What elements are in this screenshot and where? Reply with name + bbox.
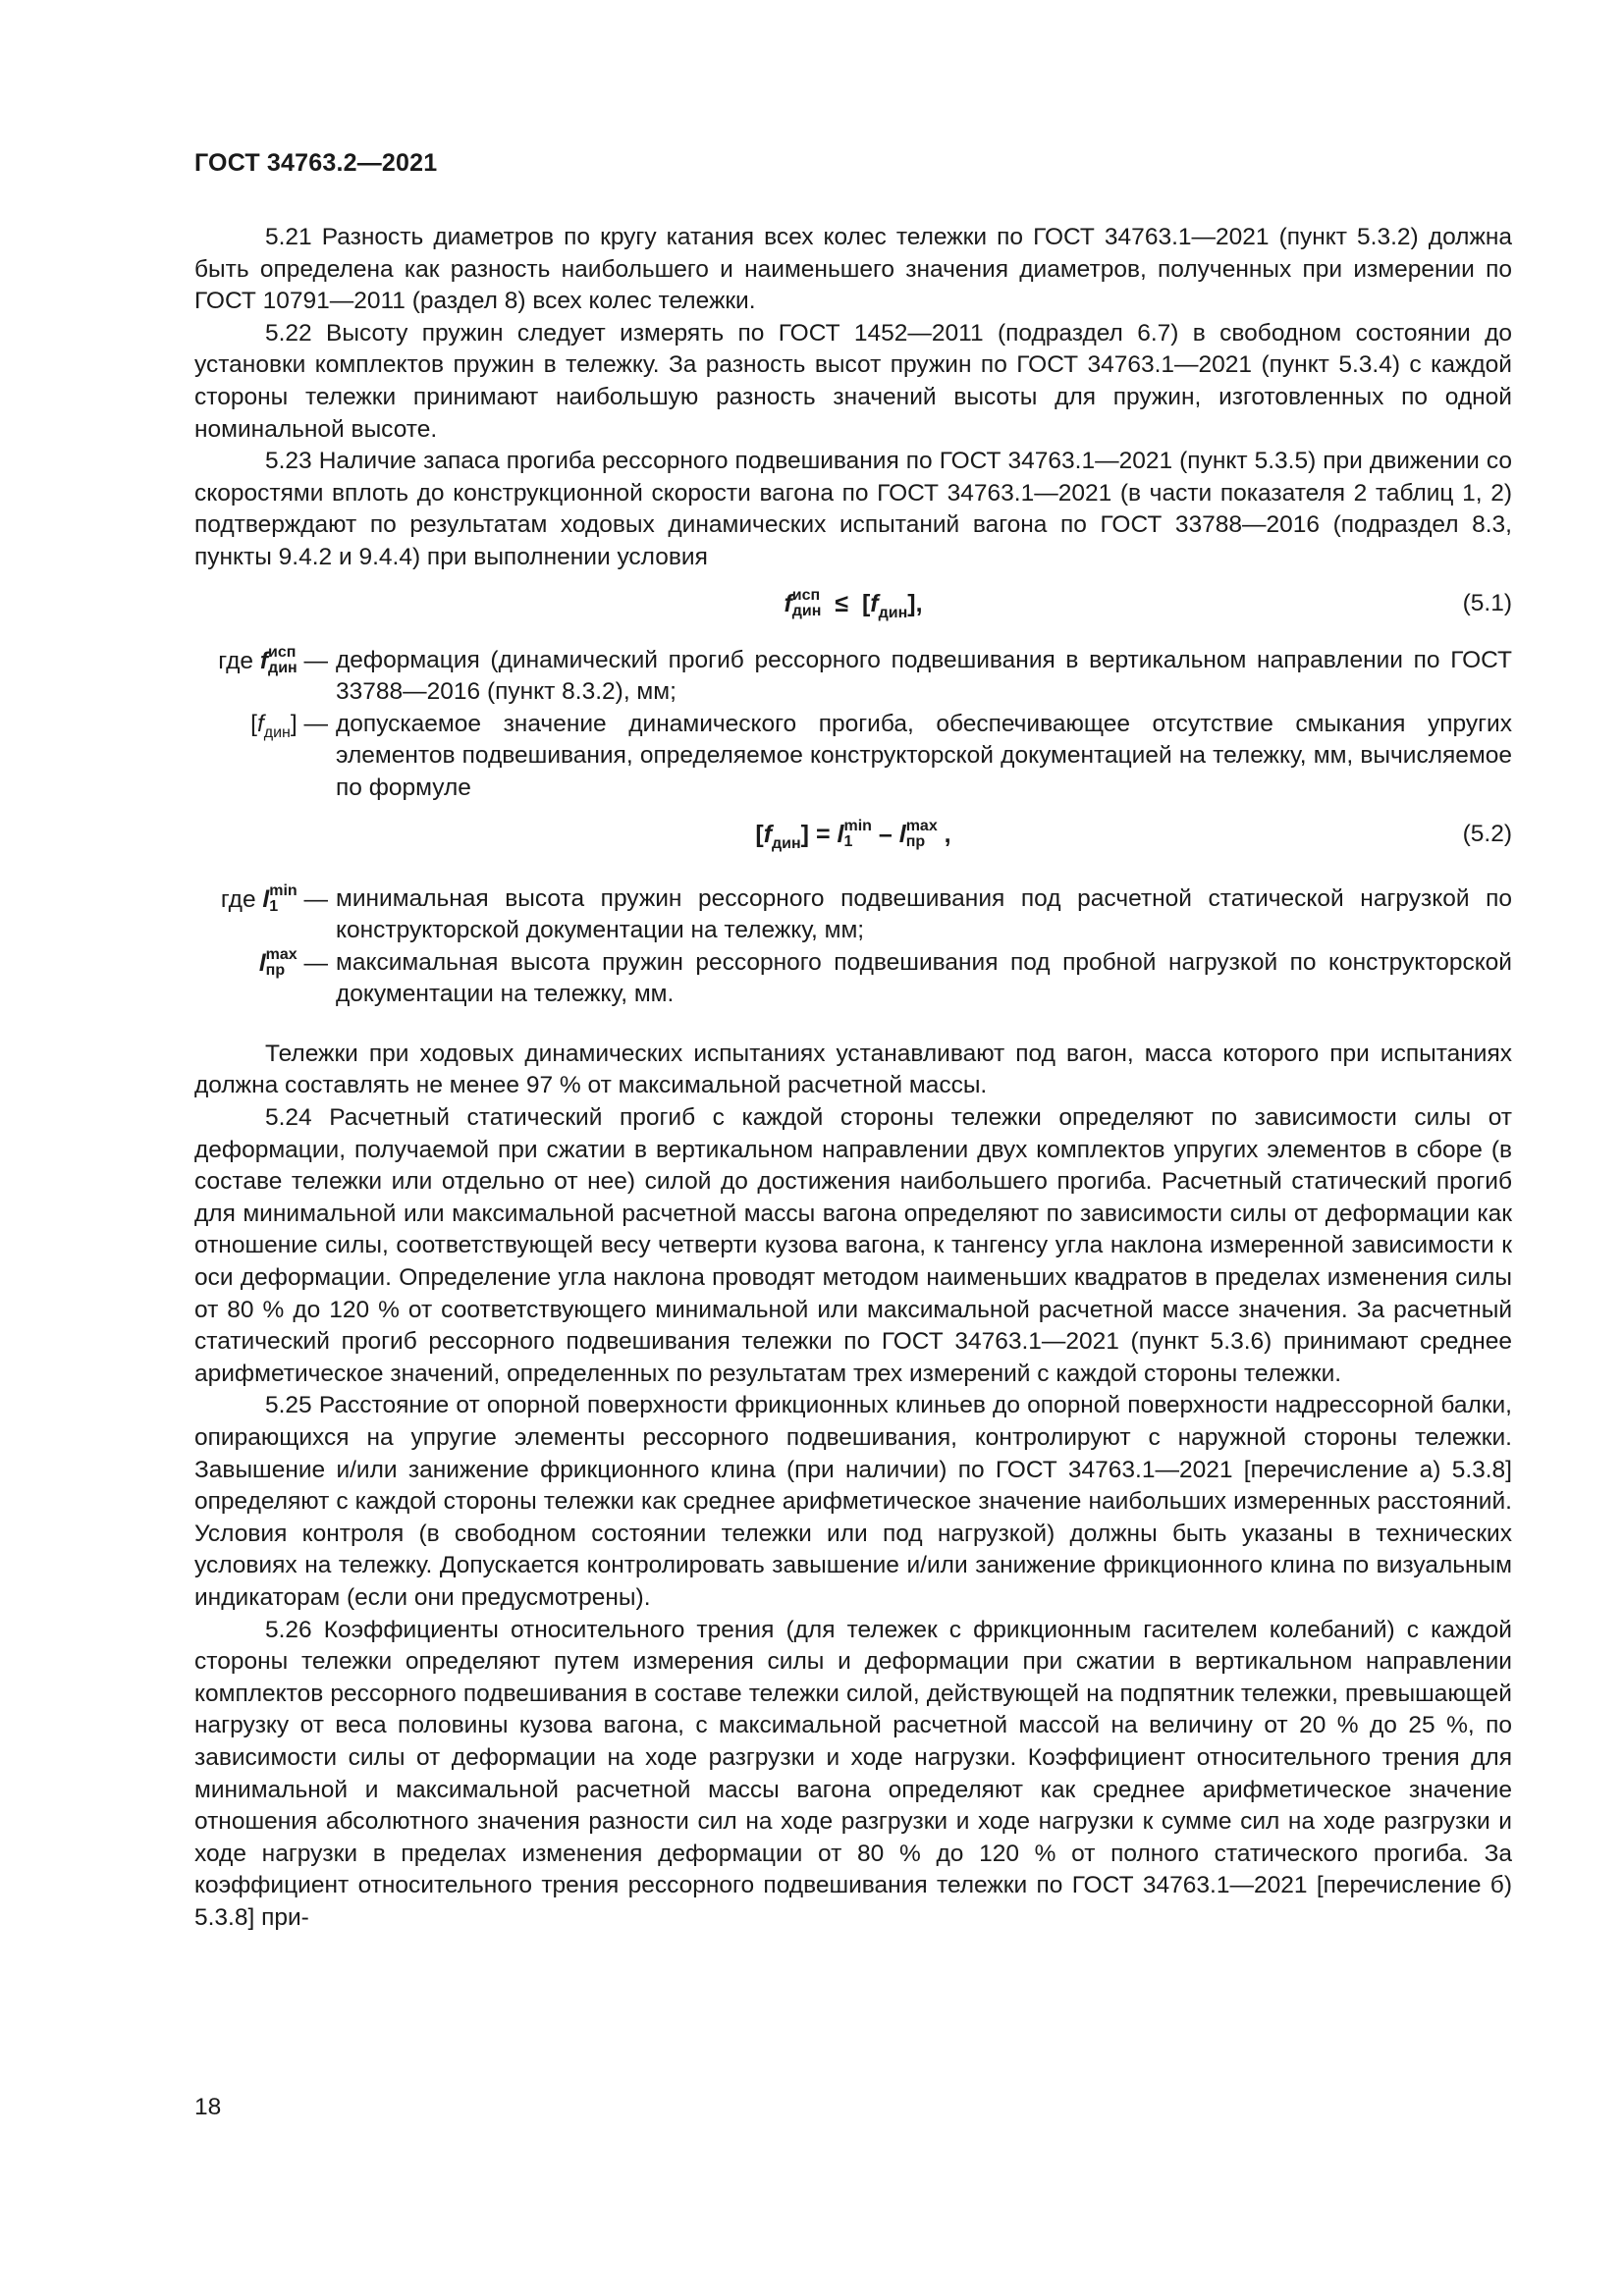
f2-l1: l xyxy=(837,820,844,848)
def-sup: исп xyxy=(268,643,297,661)
formula-5-1-expression xyxy=(194,588,1512,630)
formula-5-2 xyxy=(194,805,1512,883)
paragraph-5-22: 5.22 Высоту пружин следует измерять по ГОСТ 1452—2011 (подраздел 6.7) в свободном состоянии до установки комплектов пружин в тележку. За разность высот пружин по ГОСТ 34763.1—2021 (пункт 5.3.4) с каждой стороны тележки принимают наибольшую разность значений высоты для пружин, изготовленных по одной номинальной высоте. xyxy=(194,319,1512,443)
def-f: f xyxy=(259,647,269,674)
document-body xyxy=(194,222,1512,1935)
f2-eq: = xyxy=(815,820,831,848)
paragraph-5-26: 5.26 Коэффициенты относительного трения (для тележек с фрикционным гасителем колебаний) с каждой стороны тележки определяют путем измерения силы и деформации при сжатии в вертикальном направлении комплектов рессорного подвешивания в составе тележки силой, действующей на подпятник тележки, превышающей нагрузку от веса половины кузова вагона, с максимальной расчетной массой на величину от 20 % до 25 %, по зависимости силы от деформации на ходе разгрузки и ходе нагрузки. Коэффициент относительного трения для минимальной и максимальной расчетной массы вагона определяют как среднее арифметическое значение отношения абсолютного значения разности сил на ходе разгрузки и ходе нагрузки к сумме сил на ходе разгрузки и ходе нагрузки в пределах изменения деформации от 80 % до 120 % от полного статического прогиба. За коэффициент относительного трения рессорного подвешивания тележки по ГОСТ 34763.1—2021 [перечисление б) 5.3.8] при- xyxy=(194,1616,1512,1931)
formula-rhs-f: f xyxy=(870,589,879,617)
paragraph-5-25: 5.25 Расстояние от опорной поверхности фрикционных клиньев до опорной поверхности надрессорной балки, опирающихся на упругие элементы рессорного подвешивания, контролируют с наружной стороны тележки. Завышение и/или занижение фрикционного клина (при наличии) по ГОСТ 34763.1—2021 [перечисление а) 5.3.8] определяют с каждой стороны тележки как среднее арифметическое значение наибольших измеренных расстояний. Условия контроля (в свободном состоянии тележки или под нагрузкой) должны быть указаны в технических условиях на тележку. Допускается контролировать завышение и/или занижение фрикционного клина по визуальным индикаторам (если они предусмотрены). xyxy=(194,1392,1512,1611)
f2-l1-sup: min xyxy=(843,817,872,834)
def-description-lpr-max: максимальная высота пружин рессорного подвешивания под пробной нагрузкой по конструкторской документации на тележку, мм. xyxy=(336,948,1512,1008)
definitions-5-2 xyxy=(194,883,1512,1011)
f2-comma: , xyxy=(944,820,951,848)
def4-l: l xyxy=(258,949,266,977)
def4-sub: пр xyxy=(265,961,286,979)
document-header: ГОСТ 34763.2—2021 xyxy=(194,149,438,177)
definitions-5-1 xyxy=(194,645,1512,805)
equation-number-5-2: (5.2) xyxy=(1462,820,1512,847)
f2-l1-sub: 1 xyxy=(843,832,853,850)
def2-close: ] xyxy=(290,710,298,737)
def-sub: дин xyxy=(268,659,298,676)
def3-sub: 1 xyxy=(269,897,279,915)
def3-where: где xyxy=(220,885,256,913)
formula-bracket-open: [ xyxy=(861,589,871,617)
f2-close: ] xyxy=(800,820,809,848)
f2-open: [ xyxy=(755,820,764,848)
def4-dash: — xyxy=(303,949,328,977)
formula-superscript: исп xyxy=(791,586,821,604)
def-description-f-din: допускаемое значение динамического прогиба, обеспечивающее отсутствие смыкания упругих элементов подвешивания, определяемое конструкторской документацией на тележку, мм, вычисляемое по формуле xyxy=(336,710,1512,801)
def-symbol-f-isp xyxy=(194,645,336,709)
formula-rhs-sub: дин xyxy=(878,604,908,621)
def-dash: — xyxy=(303,647,328,674)
def4-sup: max xyxy=(265,945,298,963)
def2-dash: — xyxy=(303,710,328,737)
equation-number-5-1: (5.1) xyxy=(1462,589,1512,616)
paragraph-5-23: 5.23 Наличие запаса прогиба рессорного подвешивания по ГОСТ 34763.1—2021 (пункт 5.3.5) при движении со скоростями вплоть до конструкционной скорости вагона по ГОСТ 34763.1—2021 (в части показателя 2 таблиц 1, 2) подтверждают по результатам ходовых динамических испытаний вагона по ГОСТ 33788—2016 (подраздел 8.3, пункты 9.4.2 и 9.4.4) при выполнении условия xyxy=(194,448,1512,570)
def-symbol-f-din xyxy=(194,709,336,805)
def2-open: [ xyxy=(250,710,257,737)
def2-f: f xyxy=(256,710,264,737)
f2-l2-sup: max xyxy=(905,817,938,834)
f2-f: f xyxy=(763,820,773,848)
def-description-f-isp: деформация (динамический прогиб рессорного подвешивания в вертикальном направлении по ГОСТ 33788—2016 (пункт 8.3.2), мм; xyxy=(336,646,1512,706)
def-symbol-lpr-max xyxy=(194,947,336,1011)
paragraph-wagon-tests: Тележки при ходовых динамических испытаниях устанавливают под вагон, масса которого при испытаниях должна составлять не менее 97 % от максимальной расчетной массы. xyxy=(194,1040,1512,1099)
formula-relation: ≤ xyxy=(835,589,849,617)
paragraph-5-21: 5.21 Разность диаметров по кругу катания всех колес тележки по ГОСТ 34763.1—2021 (пункт 5.3.2) должна быть определена как разность наибольшего и наименьшего значения диаметров, полученных при измерении по ГОСТ 10791—2011 (раздел 8) всех колес тележки. xyxy=(194,224,1512,315)
formula-subscript: дин xyxy=(791,602,822,619)
f2-l2: l xyxy=(898,820,906,848)
def3-dash: — xyxy=(303,885,328,913)
formula-symbol-f: f xyxy=(784,589,792,617)
f2-sub: дин xyxy=(772,834,801,852)
formula-bracket-close: ], xyxy=(907,589,923,617)
formula-5-1 xyxy=(194,574,1512,645)
f2-minus: – xyxy=(878,820,893,848)
f2-l2-sub: пр xyxy=(905,832,926,850)
def2-sub: дин xyxy=(263,723,291,741)
def3-l: l xyxy=(262,885,270,913)
spacer xyxy=(194,1011,1512,1039)
def-description-l1-min: минимальная высота пружин рессорного подвешивания под расчетной статической нагрузкой по конструкторской документации на тележку, мм; xyxy=(336,884,1512,944)
formula-5-2-expression xyxy=(194,819,1512,861)
def3-sup: min xyxy=(269,881,298,899)
def-symbol-l1-min xyxy=(194,883,336,947)
page-number: 18 xyxy=(194,2094,222,2120)
def-where: где xyxy=(218,647,254,674)
paragraph-5-24: 5.24 Расчетный статический прогиб с каждой стороны тележки определяют по зависимости силы от деформации, получаемой при сжатии в вертикальном направлении двух комплектов упругих элементов в сборе (в составе тележки или отдельно от нее) силой до достижения наибольшего прогиба. Расчетный статический прогиб для минимальной или максимальной расчетной массы вагона определяют по зависимости силы от деформации как отношение силы, соответствующей весу четверти кузова вагона, к тангенсу угла наклона измеренной зависимости к оси деформации. Определение угла наклона проводят методом наименьших квадратов в пределах изменения силы от 80 % до 120 % от соответствующего минимальной или максимальной расчетной массе значения. За расчетный статический прогиб рессорного подвешивания тележки по ГОСТ 34763.1—2021 (пункт 5.3.6) принимают среднее арифметическое значений, определенных по результатам трех измерений с каждой стороны тележки. xyxy=(194,1104,1512,1387)
